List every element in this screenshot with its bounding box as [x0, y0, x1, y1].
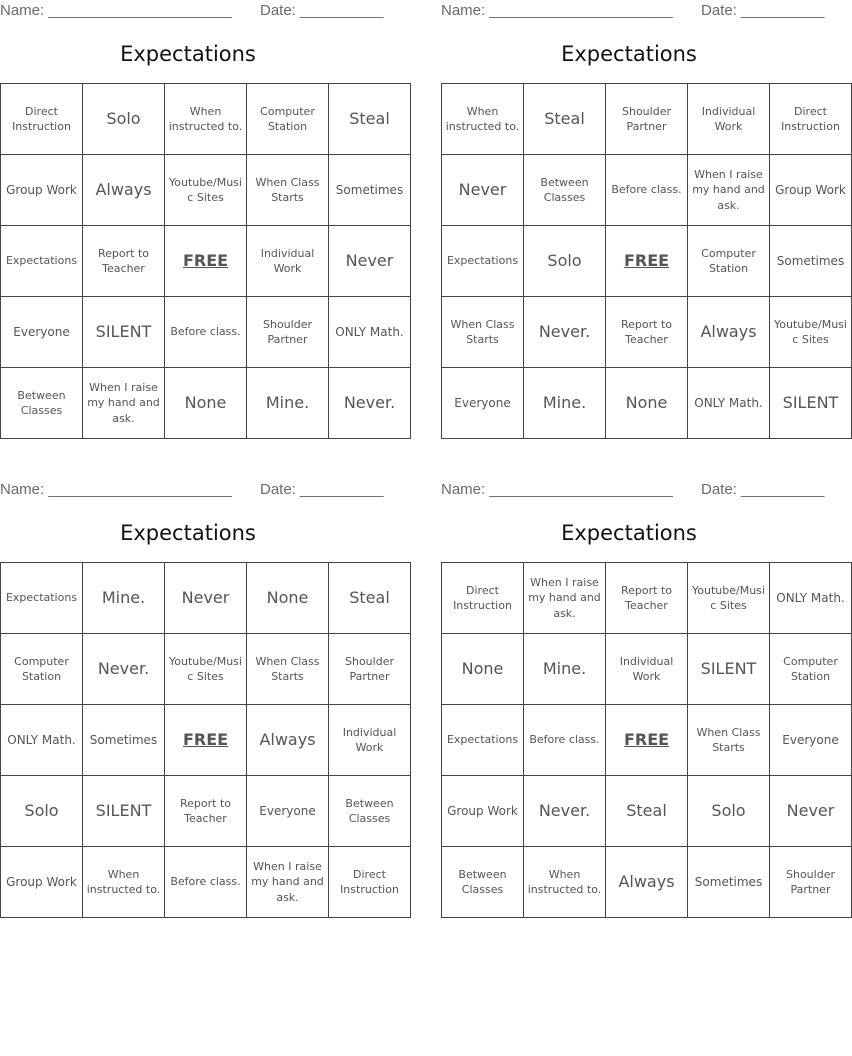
grid-cell: Expectations	[1, 226, 83, 297]
grid-cell: Expectations	[442, 226, 524, 297]
grid-cell: Between Classes	[1, 368, 83, 439]
grid-cell: When instructed to.	[442, 84, 524, 155]
grid-cell: Never	[442, 155, 524, 226]
card-title: Expectations	[561, 42, 697, 66]
grid-row	[442, 368, 852, 439]
grid-cell: Before class.	[165, 297, 247, 368]
grid-cell: Computer Station	[247, 84, 329, 155]
grid-cell: Shoulder Partner	[329, 634, 411, 705]
grid-cell: Steal	[606, 776, 688, 847]
grid-cell: Report to Teacher	[165, 776, 247, 847]
grid-row	[442, 563, 852, 634]
grid-cell: Sometimes	[688, 847, 770, 918]
grid-row	[1, 634, 411, 705]
grid-cell: Youtube/Music Sites	[165, 634, 247, 705]
grid-cell: When I raise my hand and ask.	[247, 847, 329, 918]
grid-cell: SILENT	[688, 634, 770, 705]
grid-cell: ONLY Math.	[329, 297, 411, 368]
free-space: FREE	[606, 705, 688, 776]
grid-cell: Shoulder Partner	[770, 847, 852, 918]
grid-cell: Mine.	[524, 368, 606, 439]
grid-cell: Direct Instruction	[770, 84, 852, 155]
grid-cell: Sometimes	[770, 226, 852, 297]
grid-cell: Before class.	[606, 155, 688, 226]
free-space: FREE	[165, 705, 247, 776]
bingo-card-2	[441, 0, 847, 434]
grid-row	[1, 368, 411, 439]
grid-row	[442, 776, 852, 847]
grid-row	[1, 226, 411, 297]
grid-cell: Always	[247, 705, 329, 776]
grid-cell: Before class.	[524, 705, 606, 776]
grid-cell: Between Classes	[442, 847, 524, 918]
grid-cell: Never.	[83, 634, 165, 705]
grid-row	[1, 847, 411, 918]
grid-cell: Everyone	[442, 368, 524, 439]
grid-row	[442, 847, 852, 918]
grid-cell: Never.	[524, 297, 606, 368]
grid-cell: Between Classes	[524, 155, 606, 226]
grid-cell: Expectations	[1, 563, 83, 634]
grid-row	[442, 705, 852, 776]
grid-cell: Solo	[524, 226, 606, 297]
grid-cell: Before class.	[165, 847, 247, 918]
grid-cell: Youtube/Music Sites	[165, 155, 247, 226]
grid-cell: Sometimes	[329, 155, 411, 226]
grid-cell: SILENT	[83, 297, 165, 368]
grid-cell: None	[606, 368, 688, 439]
grid-cell: Computer Station	[688, 226, 770, 297]
name-field[interactable]: Name: ______________________	[441, 2, 673, 19]
free-space: FREE	[606, 226, 688, 297]
grid-cell: Direct Instruction	[1, 84, 83, 155]
grid-cell: None	[165, 368, 247, 439]
grid-cell: Report to Teacher	[606, 563, 688, 634]
grid-cell: Solo	[1, 776, 83, 847]
grid-cell: When instructed to.	[83, 847, 165, 918]
grid-cell: Report to Teacher	[606, 297, 688, 368]
grid-cell: Never.	[524, 776, 606, 847]
bingo-card-4	[441, 479, 845, 913]
grid-cell: Between Classes	[329, 776, 411, 847]
grid-cell: Mine.	[247, 368, 329, 439]
grid-row	[1, 84, 411, 155]
grid-cell: Youtube/Music Sites	[770, 297, 852, 368]
grid-row	[1, 297, 411, 368]
grid-cell: Never	[329, 226, 411, 297]
grid-cell: Everyone	[770, 705, 852, 776]
bingo-card-3	[0, 479, 399, 913]
grid-row	[1, 155, 411, 226]
grid-cell: Everyone	[1, 297, 83, 368]
grid-cell: Direct Instruction	[442, 563, 524, 634]
grid-cell: Direct Instruction	[329, 847, 411, 918]
date-field[interactable]: Date: __________	[260, 2, 384, 19]
grid-cell: When I raise my hand and ask.	[688, 155, 770, 226]
grid-row	[1, 563, 411, 634]
date-field[interactable]: Date: __________	[701, 2, 825, 19]
grid-row	[1, 776, 411, 847]
name-field[interactable]: Name: ______________________	[441, 481, 673, 498]
name-field[interactable]: Name: ______________________	[0, 481, 232, 498]
grid-cell: Always	[688, 297, 770, 368]
grid-cell: Sometimes	[83, 705, 165, 776]
grid-cell: Shoulder Partner	[247, 297, 329, 368]
grid-row	[442, 155, 852, 226]
grid-row	[1, 705, 411, 776]
bingo-grid	[441, 562, 852, 918]
grid-cell: Steal	[329, 563, 411, 634]
grid-cell: Group Work	[1, 155, 83, 226]
grid-cell: When instructed to.	[165, 84, 247, 155]
grid-cell: SILENT	[770, 368, 852, 439]
grid-cell: Mine.	[524, 634, 606, 705]
grid-cell: Solo	[83, 84, 165, 155]
grid-cell: When Class Starts	[247, 155, 329, 226]
grid-cell: Mine.	[83, 563, 165, 634]
bingo-card-1	[0, 0, 404, 434]
grid-cell: When Class Starts	[247, 634, 329, 705]
grid-row	[442, 634, 852, 705]
grid-cell: Computer Station	[770, 634, 852, 705]
grid-cell: When I raise my hand and ask.	[524, 563, 606, 634]
grid-cell: ONLY Math.	[1, 705, 83, 776]
grid-cell: Report to Teacher	[83, 226, 165, 297]
grid-cell: Steal	[524, 84, 606, 155]
grid-cell: Individual Work	[606, 634, 688, 705]
grid-cell: Group Work	[770, 155, 852, 226]
grid-cell: When I raise my hand and ask.	[83, 368, 165, 439]
card-title: Expectations	[120, 42, 256, 66]
bingo-grid	[441, 83, 852, 439]
grid-cell: Shoulder Partner	[606, 84, 688, 155]
grid-row	[442, 84, 852, 155]
card-title: Expectations	[561, 521, 697, 545]
grid-cell: SILENT	[83, 776, 165, 847]
grid-cell: Everyone	[247, 776, 329, 847]
grid-cell: When instructed to.	[524, 847, 606, 918]
date-field[interactable]: Date: __________	[701, 481, 825, 498]
grid-cell: Youtube/Music Sites	[688, 563, 770, 634]
grid-cell: Computer Station	[1, 634, 83, 705]
date-field[interactable]: Date: __________	[260, 481, 384, 498]
grid-cell: Always	[83, 155, 165, 226]
grid-cell: None	[247, 563, 329, 634]
grid-cell: Never	[770, 776, 852, 847]
grid-cell: Steal	[329, 84, 411, 155]
name-field[interactable]: Name: ______________________	[0, 2, 232, 19]
grid-row	[442, 297, 852, 368]
grid-cell: Always	[606, 847, 688, 918]
grid-cell: Group Work	[442, 776, 524, 847]
bingo-grid	[0, 562, 411, 918]
grid-cell: When Class Starts	[442, 297, 524, 368]
bingo-grid	[0, 83, 411, 439]
grid-cell: Group Work	[1, 847, 83, 918]
grid-cell: Expectations	[442, 705, 524, 776]
grid-cell: When Class Starts	[688, 705, 770, 776]
free-space: FREE	[165, 226, 247, 297]
grid-cell: None	[442, 634, 524, 705]
card-title: Expectations	[120, 521, 256, 545]
grid-cell: ONLY Math.	[770, 563, 852, 634]
grid-cell: Individual Work	[247, 226, 329, 297]
grid-cell: Solo	[688, 776, 770, 847]
grid-cell: Individual Work	[329, 705, 411, 776]
grid-cell: Individual Work	[688, 84, 770, 155]
grid-cell: Never.	[329, 368, 411, 439]
grid-row	[442, 226, 852, 297]
grid-cell: Never	[165, 563, 247, 634]
grid-cell: ONLY Math.	[688, 368, 770, 439]
